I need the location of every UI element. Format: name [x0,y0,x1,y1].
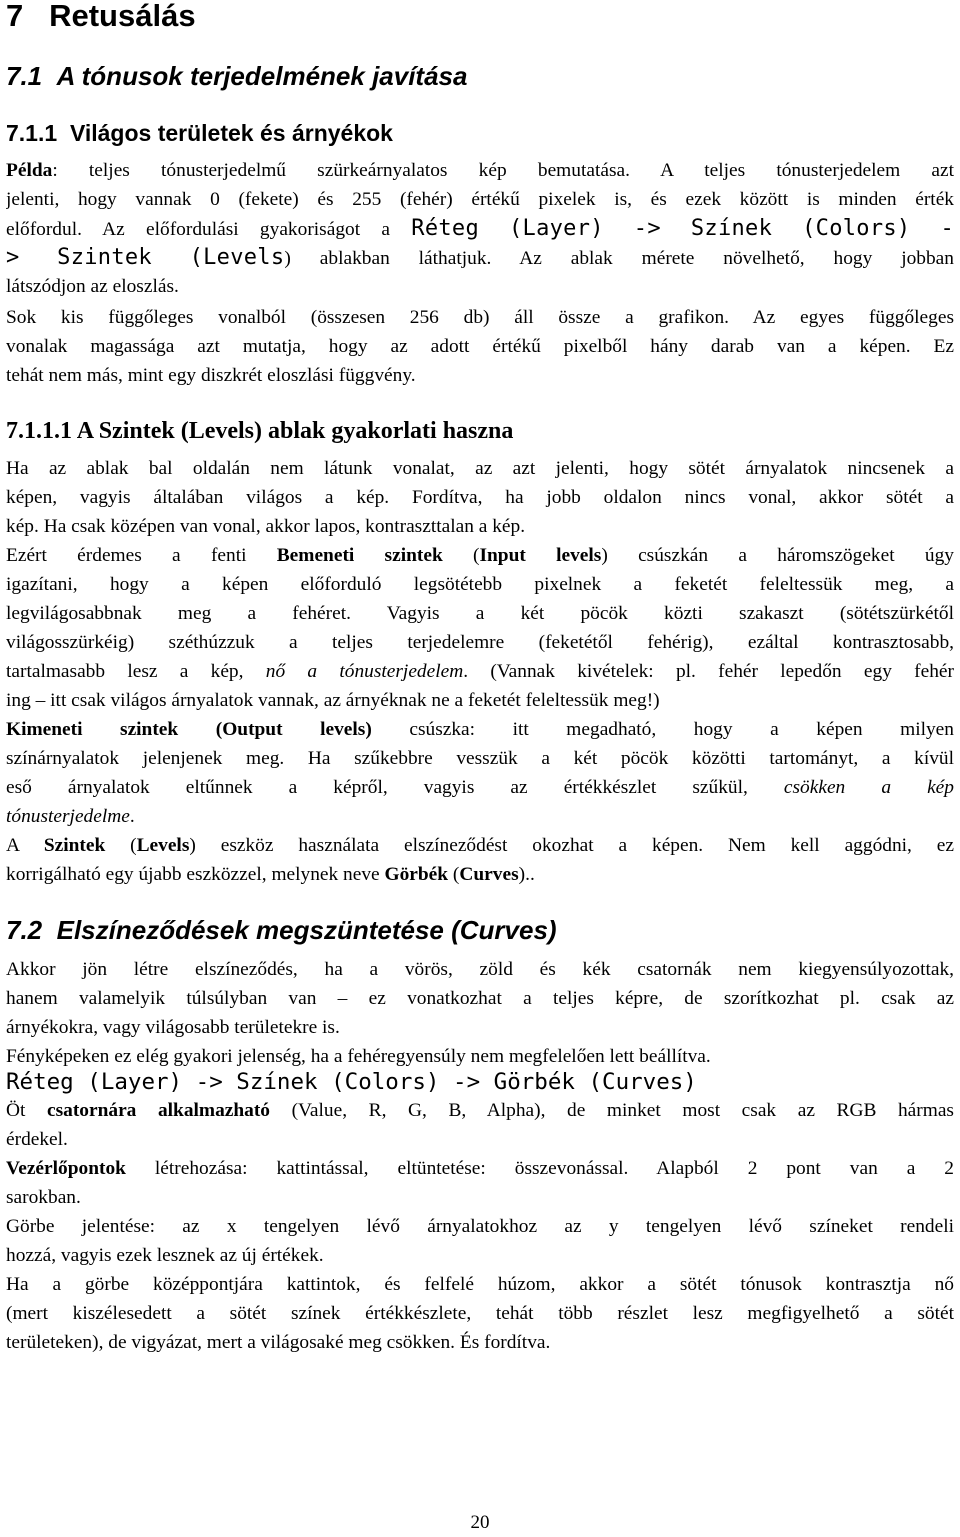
section-heading-7-1: 7.1 A tónusok terjedelmének javítása [6,61,468,91]
paragraph-levels-intro: Példa: teljes tónusterjedelmű szürkeárnyalatos kép bemutatása. A teljes tónusterjedelem azt jelenti, hogy vannak 0 (fekete) és 255 (fehér) értékű pixelek is, és ezek között is minden érték előfordul. Az előfordulási gyakoriságot a Réteg (Layer) -> Színek (Colors) - > Szintek (Levels) ablakban láthatjuk. Az ablak mérete növelhető, hogy jobban látszódjon az eloszlás. [6,160,954,297]
paragraph-white-balance: Fényképeken ez elég gyakori jelenség, ha a fehéregyensúly nem megfelelően lett beállítva. [6,1046,711,1067]
paragraph-input-levels: Ezért érdemes a fenti Bemeneti szintek (Input levels) csúszkán a háromszögeket úgy igazítani, hogy a képen előforduló legsötétebb pixelnek a feketét feleltessük meg, a legvilágosabbnak meg a fehéret. Vagyis a két pöcök közti szakaszt (sötétszürkétől világosszürkéig) széthúzzuk a teljes terjedelemre (feketétől fehérig), ezáltal kontrasztosabb, tartalmasabb lesz a kép, nő a tónusterjedelem. (Vannak kivételek: pl. fehér lepedőn egy fehér ing – itt csak világos árnyalatok vannak, az árnyéknak ne a feketét feleltessük meg!) [6,545,954,711]
paragraph-control-points: Vezérlőpontok létrehozása: kattintással, eltüntetése: összevonással. Alapból 2 pont van a 2 sarokban. [6,1158,954,1208]
subsubsection-heading-7-1-1-1: 7.1.1.1 A Szintek (Levels) ablak gyakorlati haszna [6,418,514,444]
menu-path-levels-part1: Réteg (Layer) -> Színek (Colors) - [411,216,954,241]
paragraph-curve-meaning: Görbe jelentése: az x tengelyen lévő árnyalatokhoz az y tengelyen lévő színeket rendeli hozzá, vagyis ezek lesznek az új értékek. [6,1216,954,1266]
chapter-heading: 7 Retusálás [6,0,196,33]
paragraph-color-cast: Akkor jön létre elszíneződés, ha a vörös, zöld és kék csatornák nem kiegyensúlyozottak, hanem valamelyik túlsúlyban van – ez vonatkozhat a teljes képre, de szorítkozhat pl. csak az árnyékokra, vagy világosabb területekre is. [6,959,954,1038]
paragraph-channels: Öt csatornára alkalmazható (Value, R, G, B, Alpha), de minket most csak az RGB hármas érdekel. [6,1100,954,1150]
paragraph-histogram: Sok kis függőleges vonalból (összesen 256 db) áll össze a grafikon. Az egyes függőleges vonalak magassága azt mutatja, hogy az adott értékű pixelből hány darab van a képen. Ez tehát nem más, mint egy diszkrét eloszlási függvény. [6,307,954,386]
paragraph-curve-drag: Ha a görbe középpontjára kattintok, és felfelé húzom, akkor a sötét tónusok kontrasztja nő (mert kiszélesedett a sötét színek értékkészlete, tehát több részlet lesz megfigyelhető a sötét területeken), de vigyázat, mert a világosaké meg csökken. És fordítva. [6,1274,954,1353]
paragraph-output-levels: Kimeneti szintek (Output levels) csúszka: itt megadható, hogy a képen milyen színárnyalatok jelenjenek meg. Ha szűkebbre vesszük a két pöcök közötti tartományt, a kívül eső árnyalatok eltűnnek a képről, vagyis az értékkészlet szűkül, csökken a kép tónusterjedelme. [6,719,954,827]
menu-path-levels-part2: > Szintek (Levels [6,245,285,270]
page-number: 20 [470,1512,490,1533]
menu-path-curves: Réteg (Layer) -> Színek (Colors) -> Görbék (Curves) [6,1069,697,1095]
section-heading-7-2: 7.2 Elszíneződések megszüntetése (Curves) [6,915,557,945]
subsection-heading-7-1-1: 7.1.1 Világos területek és árnyékok [6,120,393,146]
paragraph-levels-reading: Ha az ablak bal oldalán nem látunk vonalat, az azt jelenti, hogy sötét árnyalatok nincsenek a képen, vagyis általában világos a kép. Fordítva, ha jobb oldalon nincs vonal, akkor sötét a kép. Ha csak középen van vonal, akkor lapos, kontraszttalan a kép. [6,458,954,537]
paragraph-levels-caution: A Szintek (Levels) eszköz használata elszíneződést okozhat a képen. Nem kell aggódni, ez korrigálható egy újabb eszközzel, melynek neve Görbék (Curves).. [6,835,954,885]
